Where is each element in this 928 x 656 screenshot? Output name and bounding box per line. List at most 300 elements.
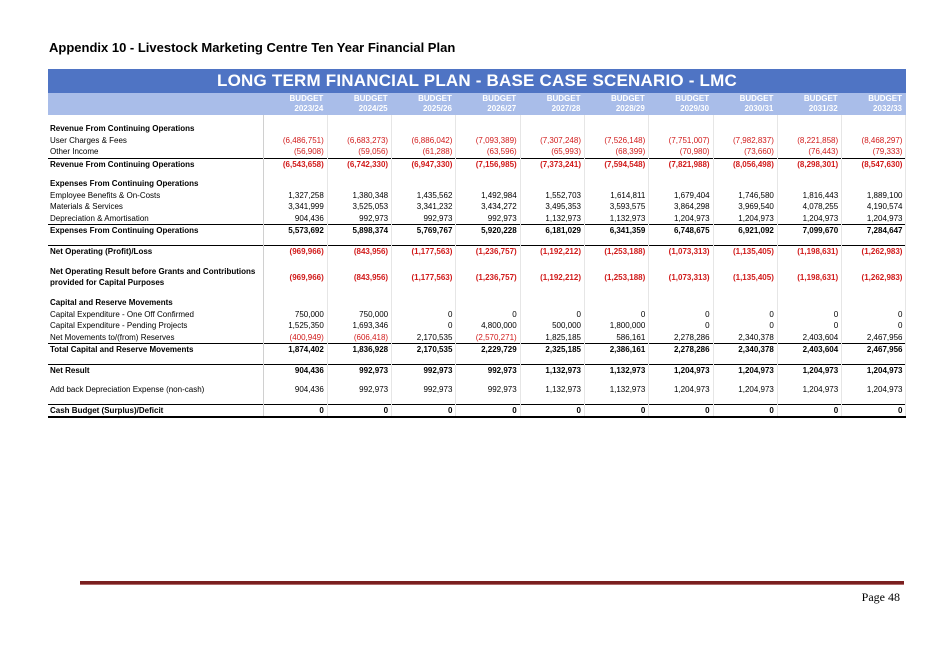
value-cell	[263, 297, 327, 309]
column-header	[584, 93, 648, 115]
spacer-cell	[456, 170, 520, 178]
value-cell: (400,949)	[263, 332, 327, 344]
row-label: Capital Expenditure - Pending Projects	[48, 320, 263, 332]
table-row	[48, 213, 906, 225]
value-cell: 1,492,984	[456, 190, 520, 202]
spacer-cell	[649, 356, 713, 365]
spacer-cell	[777, 115, 841, 123]
value-cell	[520, 178, 584, 190]
value-cell: 6,181,029	[520, 225, 584, 237]
spacer-cell	[842, 115, 906, 123]
value-cell: 750,000	[263, 309, 327, 321]
table-banner: LONG TERM FINANCIAL PLAN - BASE CASE SCENARIO - LMC	[48, 69, 906, 93]
spacer-cell	[649, 289, 713, 297]
row-label: Net Operating (Profit)/Loss	[48, 245, 263, 257]
row-label: Expenses From Continuing Operations	[48, 225, 263, 237]
value-cell: (8,298,301)	[777, 158, 841, 170]
value-cell: 5,898,374	[327, 225, 391, 237]
value-cell: (1,192,212)	[520, 245, 584, 257]
spacer-cell	[263, 376, 327, 384]
column-header	[649, 93, 713, 115]
value-cell	[392, 297, 456, 309]
value-cell: 992,973	[392, 384, 456, 396]
column-header-year: 2026/27	[487, 104, 517, 113]
row-label: User Charges & Fees	[48, 135, 263, 147]
value-cell: 2,340,378	[713, 344, 777, 356]
table-row	[48, 146, 906, 158]
value-cell: 0	[842, 404, 906, 417]
value-cell: 1,327,258	[263, 190, 327, 202]
value-cell	[584, 178, 648, 190]
column-header	[392, 93, 456, 115]
spacer-row	[48, 115, 906, 123]
spacer-row	[48, 356, 906, 365]
spacer-cell	[392, 376, 456, 384]
spacer-cell	[713, 376, 777, 384]
section-heading-row	[48, 297, 906, 309]
value-cell: 2,467,956	[842, 344, 906, 356]
row-label: Cash Budget (Surplus)/Deficit	[48, 404, 263, 417]
value-cell: 1,816,443	[777, 190, 841, 202]
spacer-cell	[520, 237, 584, 246]
value-cell: 7,284,647	[842, 225, 906, 237]
table-row	[48, 309, 906, 321]
value-cell: 0	[777, 320, 841, 332]
column-header-type: BUDGET	[739, 94, 774, 103]
value-cell: (79,333)	[842, 146, 906, 158]
value-cell: 992,973	[456, 364, 520, 376]
table-row	[48, 201, 906, 213]
spacer-cell	[520, 115, 584, 123]
value-cell: 0	[327, 404, 391, 417]
value-cell: (68,399)	[584, 146, 648, 158]
value-cell: 0	[584, 404, 648, 417]
spacer-cell	[327, 289, 391, 297]
value-cell	[456, 297, 520, 309]
value-cell	[456, 178, 520, 190]
spacer-cell	[649, 396, 713, 405]
value-cell: (61,288)	[392, 146, 456, 158]
value-cell: (7,526,148)	[584, 135, 648, 147]
row-label: Capital and Reserve Movements	[48, 297, 263, 309]
value-cell: (1,253,188)	[584, 245, 648, 257]
spacer-cell	[584, 115, 648, 123]
value-cell: 2,403,604	[777, 344, 841, 356]
value-cell: 4,190,574	[842, 201, 906, 213]
value-cell: 2,170,535	[392, 344, 456, 356]
value-cell: 1,132,973	[584, 384, 648, 396]
value-cell: 0	[713, 404, 777, 417]
value-cell: 0	[392, 404, 456, 417]
value-cell: 4,078,255	[777, 201, 841, 213]
value-cell: 904,436	[263, 364, 327, 376]
value-cell: (1,253,188)	[584, 265, 648, 289]
spacer-cell	[263, 257, 327, 265]
value-cell: (843,956)	[327, 245, 391, 257]
spacer-cell	[520, 170, 584, 178]
spacer-cell	[263, 237, 327, 246]
spacer-cell	[392, 237, 456, 246]
column-header-type: BUDGET	[611, 94, 645, 103]
column-header-year: 2030/31	[744, 104, 774, 113]
spacer-cell	[713, 115, 777, 123]
value-cell: 0	[649, 320, 713, 332]
value-cell	[713, 178, 777, 190]
table-row	[48, 384, 906, 396]
section-heading-row	[48, 178, 906, 190]
spacer-cell	[456, 356, 520, 365]
spacer-cell	[520, 289, 584, 297]
value-cell	[520, 123, 584, 135]
spacer-cell	[777, 257, 841, 265]
value-cell	[842, 297, 906, 309]
value-cell: (63,596)	[456, 146, 520, 158]
column-header-type: BUDGET	[289, 94, 324, 103]
value-cell: 992,973	[327, 384, 391, 396]
spacer-cell	[777, 237, 841, 246]
financial-plan-sheet	[48, 69, 906, 418]
spacer-cell	[713, 396, 777, 405]
value-cell: (6,543,658)	[263, 158, 327, 170]
value-cell: 0	[520, 309, 584, 321]
column-header	[263, 93, 327, 115]
value-cell: (7,982,837)	[713, 135, 777, 147]
total-row	[48, 265, 906, 289]
spacer-cell	[392, 257, 456, 265]
column-header-year: 2031/32	[808, 104, 838, 113]
value-cell: 1,435,562	[392, 190, 456, 202]
value-cell: (606,418)	[327, 332, 391, 344]
value-cell	[327, 123, 391, 135]
column-header-year: 2025/26	[422, 104, 452, 113]
value-cell: (6,486,751)	[263, 135, 327, 147]
spacer-cell	[713, 170, 777, 178]
row-label: Net Result	[48, 364, 263, 376]
spacer-cell	[456, 257, 520, 265]
value-cell: 5,769,767	[392, 225, 456, 237]
spacer-cell	[584, 396, 648, 405]
spacer-cell	[456, 289, 520, 297]
row-label: Employee Benefits & On-Costs	[48, 190, 263, 202]
spacer-cell	[649, 237, 713, 246]
value-cell: 3,434,272	[456, 201, 520, 213]
value-cell: 1,679,404	[649, 190, 713, 202]
value-cell: (7,594,548)	[584, 158, 648, 170]
value-cell: (8,221,858)	[777, 135, 841, 147]
value-cell	[263, 178, 327, 190]
spacer-cell	[842, 396, 906, 405]
value-cell: 992,973	[392, 364, 456, 376]
page-number: Page 48	[861, 590, 900, 604]
value-cell: 1,204,973	[842, 384, 906, 396]
value-cell	[649, 123, 713, 135]
spacer-cell	[48, 376, 263, 384]
value-cell	[777, 123, 841, 135]
value-cell: 7,099,670	[777, 225, 841, 237]
value-cell: (1,192,212)	[520, 265, 584, 289]
spacer-cell	[649, 170, 713, 178]
spacer-cell	[842, 376, 906, 384]
value-cell: 6,921,092	[713, 225, 777, 237]
value-cell: (2,570,271)	[456, 332, 520, 344]
spacer-cell	[327, 396, 391, 405]
value-cell: 0	[263, 404, 327, 417]
value-cell: (1,135,405)	[713, 265, 777, 289]
total-row	[48, 364, 906, 376]
value-cell: (1,073,313)	[649, 245, 713, 257]
value-cell: (1,262,983)	[842, 265, 906, 289]
section-heading-row	[48, 123, 906, 135]
spacer-cell	[48, 170, 263, 178]
total-row	[48, 158, 906, 170]
value-cell: 0	[520, 404, 584, 417]
value-cell: (969,966)	[263, 245, 327, 257]
value-cell: 3,525,053	[327, 201, 391, 213]
value-cell: 0	[842, 309, 906, 321]
value-cell: 2,278,286	[649, 332, 713, 344]
value-cell: (8,056,498)	[713, 158, 777, 170]
value-cell: 2,403,604	[777, 332, 841, 344]
spacer-cell	[456, 237, 520, 246]
spacer-cell	[392, 396, 456, 405]
value-cell: 1,132,973	[584, 213, 648, 225]
column-header	[520, 93, 584, 115]
value-cell: 586,161	[584, 332, 648, 344]
spacer-cell	[842, 289, 906, 297]
value-cell: 2,386,161	[584, 344, 648, 356]
document-title: Appendix 10 - Livestock Marketing Centre Ten Year Financial Plan	[49, 40, 456, 55]
column-header-year: 2024/25	[358, 104, 388, 113]
value-cell: 1,204,973	[713, 364, 777, 376]
spacer-cell	[713, 356, 777, 365]
value-cell: 1,204,973	[649, 364, 713, 376]
value-cell: 0	[713, 320, 777, 332]
spacer-cell	[584, 170, 648, 178]
value-cell	[713, 297, 777, 309]
value-cell	[777, 297, 841, 309]
value-cell	[392, 178, 456, 190]
spacer-cell	[584, 237, 648, 246]
spacer-cell	[48, 396, 263, 405]
spacer-cell	[584, 289, 648, 297]
value-cell: (6,683,273)	[327, 135, 391, 147]
column-header-year: 2027/28	[551, 104, 581, 113]
value-cell: 2,229,729	[456, 344, 520, 356]
value-cell: (843,956)	[327, 265, 391, 289]
column-header	[842, 93, 906, 115]
value-cell: 2,467,956	[842, 332, 906, 344]
value-cell: 5,573,692	[263, 225, 327, 237]
spacer-cell	[777, 289, 841, 297]
value-cell: 904,436	[263, 384, 327, 396]
column-header-type: BUDGET	[482, 94, 517, 103]
value-cell	[392, 123, 456, 135]
table-row	[48, 135, 906, 147]
column-header	[327, 93, 391, 115]
table-row	[48, 190, 906, 202]
spacer-row	[48, 257, 906, 265]
value-cell: 3,864,298	[649, 201, 713, 213]
spacer-cell	[713, 237, 777, 246]
row-label: Materials & Services	[48, 201, 263, 213]
value-cell: 1,204,973	[777, 364, 841, 376]
value-cell: 1,204,973	[649, 384, 713, 396]
value-cell: (6,886,042)	[392, 135, 456, 147]
spacer-cell	[263, 170, 327, 178]
spacer-cell	[584, 257, 648, 265]
value-cell: 1,204,973	[713, 384, 777, 396]
spacer-row	[48, 237, 906, 246]
row-label: Capital Expenditure - One Off Confirmed	[48, 309, 263, 321]
spacer-cell	[842, 356, 906, 365]
value-cell	[456, 123, 520, 135]
value-cell: (56,908)	[263, 146, 327, 158]
value-cell: 0	[713, 309, 777, 321]
spacer-cell	[777, 396, 841, 405]
value-cell: (969,966)	[263, 265, 327, 289]
spacer-cell	[263, 115, 327, 123]
row-label: Depreciation & Amortisation	[48, 213, 263, 225]
value-cell: 3,495,353	[520, 201, 584, 213]
row-label: Net Movements to/(from) Reserves	[48, 332, 263, 344]
value-cell: (8,547,630)	[842, 158, 906, 170]
spacer-cell	[392, 115, 456, 123]
value-cell: (1,262,983)	[842, 245, 906, 257]
value-cell: 992,973	[392, 213, 456, 225]
value-cell: 2,278,286	[649, 344, 713, 356]
value-cell: 0	[456, 404, 520, 417]
value-cell	[584, 297, 648, 309]
total-row	[48, 225, 906, 237]
spacer-cell	[327, 257, 391, 265]
spacer-cell	[263, 396, 327, 405]
value-cell: (1,198,631)	[777, 245, 841, 257]
row-label: Expenses From Continuing Operations	[48, 178, 263, 190]
value-cell: 0	[649, 309, 713, 321]
value-cell: 3,969,540	[713, 201, 777, 213]
value-cell: 0	[777, 309, 841, 321]
column-header	[456, 93, 520, 115]
value-cell: (1,236,757)	[456, 245, 520, 257]
value-cell: (1,073,313)	[649, 265, 713, 289]
spacer-cell	[456, 115, 520, 123]
value-cell: 1,380,348	[327, 190, 391, 202]
column-header-type: BUDGET	[546, 94, 581, 103]
value-cell: 5,920,228	[456, 225, 520, 237]
value-cell: (1,135,405)	[713, 245, 777, 257]
table-row	[48, 332, 906, 344]
value-cell: 992,973	[456, 384, 520, 396]
value-cell	[584, 123, 648, 135]
value-cell: 1,800,000	[584, 320, 648, 332]
value-cell: (1,198,631)	[777, 265, 841, 289]
spacer-cell	[48, 257, 263, 265]
value-cell: 0	[392, 309, 456, 321]
value-cell: 3,593,575	[584, 201, 648, 213]
spacer-cell	[48, 115, 263, 123]
value-cell: 0	[842, 320, 906, 332]
row-label: Add back Depreciation Expense (non-cash)	[48, 384, 263, 396]
value-cell: 1,614,811	[584, 190, 648, 202]
spacer-row	[48, 396, 906, 405]
value-cell: 992,973	[327, 364, 391, 376]
value-cell: 1,552,703	[520, 190, 584, 202]
spacer-cell	[777, 170, 841, 178]
value-cell	[777, 178, 841, 190]
spacer-cell	[48, 289, 263, 297]
value-cell: 3,341,232	[392, 201, 456, 213]
spacer-cell	[456, 376, 520, 384]
column-header-year: 2029/30	[680, 104, 710, 113]
value-cell	[520, 297, 584, 309]
spacer-row	[48, 376, 906, 384]
spacer-cell	[649, 257, 713, 265]
spacer-cell	[520, 356, 584, 365]
spacer-cell	[777, 376, 841, 384]
value-cell: 1,204,973	[842, 364, 906, 376]
total-row	[48, 245, 906, 257]
table-row	[48, 320, 906, 332]
spacer-cell	[520, 257, 584, 265]
column-header-type: BUDGET	[418, 94, 452, 103]
value-cell: 992,973	[327, 213, 391, 225]
value-cell: (59,056)	[327, 146, 391, 158]
spacer-cell	[263, 289, 327, 297]
spacer-cell	[842, 170, 906, 178]
value-cell: 500,000	[520, 320, 584, 332]
value-cell: 1,204,973	[649, 213, 713, 225]
value-cell: 6,748,675	[649, 225, 713, 237]
value-cell	[713, 123, 777, 135]
spacer-row	[48, 170, 906, 178]
spacer-cell	[520, 376, 584, 384]
spacer-cell	[392, 356, 456, 365]
value-cell: 1,132,973	[520, 213, 584, 225]
value-cell	[649, 297, 713, 309]
table-body	[48, 115, 906, 417]
value-cell: 1,132,973	[584, 364, 648, 376]
spacer-cell	[48, 237, 263, 246]
value-cell: 2,325,185	[520, 344, 584, 356]
value-cell: 1,204,973	[777, 213, 841, 225]
value-cell: 6,341,359	[584, 225, 648, 237]
spacer-cell	[392, 289, 456, 297]
value-cell: 0	[456, 309, 520, 321]
spacer-cell	[48, 356, 263, 365]
column-header	[713, 93, 777, 115]
value-cell: 750,000	[327, 309, 391, 321]
value-cell: (7,373,241)	[520, 158, 584, 170]
value-cell: 1,693,346	[327, 320, 391, 332]
spacer-cell	[327, 170, 391, 178]
spacer-cell	[777, 356, 841, 365]
value-cell: 4,800,000	[456, 320, 520, 332]
value-cell: 0	[777, 404, 841, 417]
value-cell: (65,993)	[520, 146, 584, 158]
spacer-cell	[842, 257, 906, 265]
financial-table	[48, 93, 906, 418]
spacer-cell	[584, 356, 648, 365]
value-cell	[649, 178, 713, 190]
spacer-cell	[520, 396, 584, 405]
spacer-cell	[842, 237, 906, 246]
value-cell: 992,973	[456, 213, 520, 225]
spacer-cell	[584, 376, 648, 384]
value-cell: 0	[649, 404, 713, 417]
final-row	[48, 404, 906, 417]
spacer-cell	[327, 376, 391, 384]
spacer-cell	[713, 289, 777, 297]
